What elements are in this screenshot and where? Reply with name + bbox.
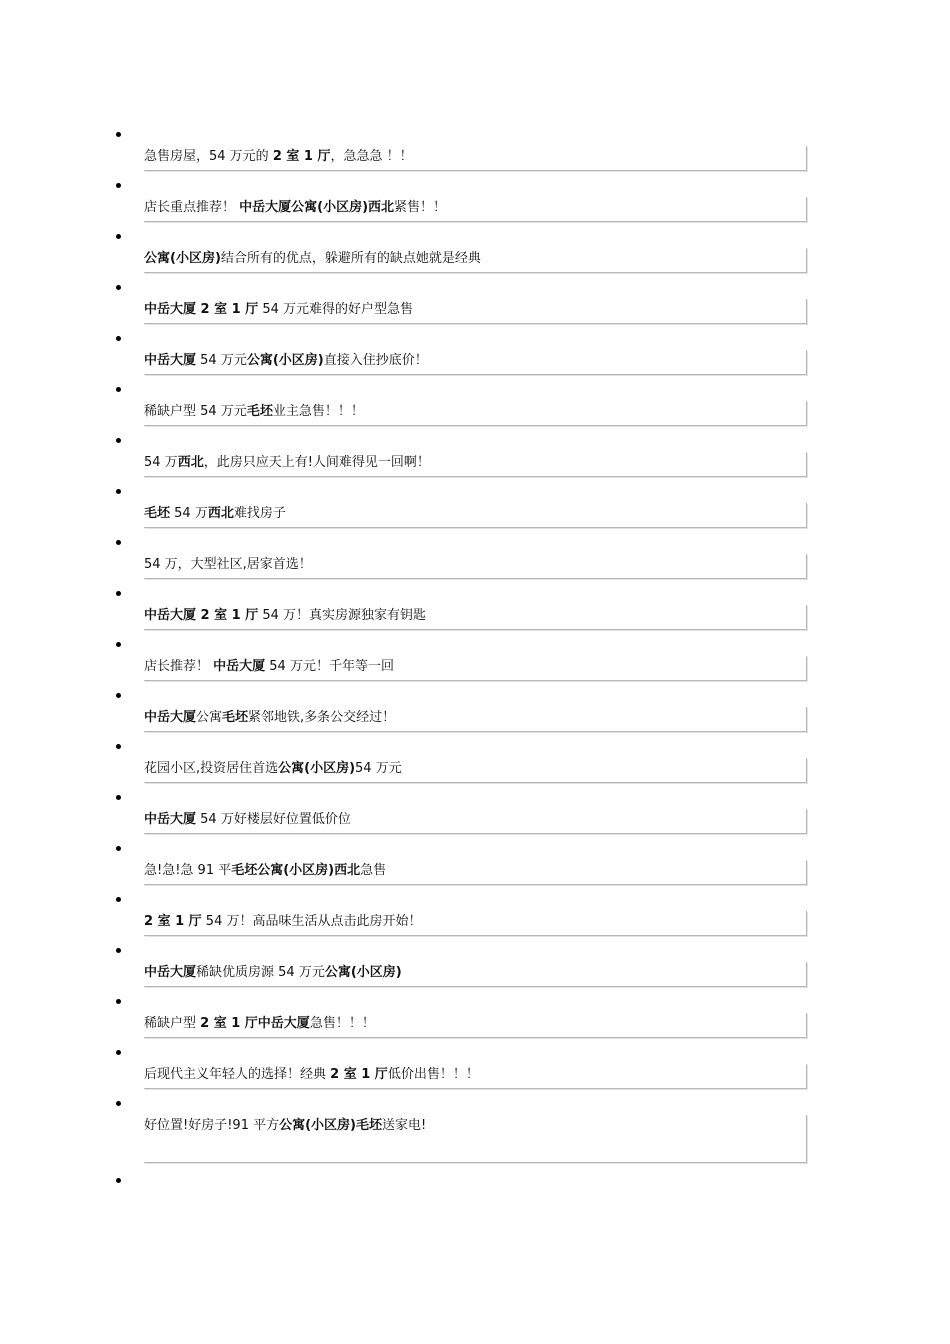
listing-title-text: 花园小区,投资居住首选 [144,761,279,776]
listing-title[interactable] [144,965,402,981]
list-bullet [116,999,121,1004]
list-bullet [116,693,121,698]
listing-title-bold: 毛坯 [246,404,273,419]
list-item [0,948,950,999]
listing-title[interactable] [144,863,386,879]
listing-row[interactable] [144,605,807,630]
list-item [0,132,950,183]
list-bullet [116,438,121,443]
listing-title-bold: 中岳大厦 [144,710,197,725]
listing-row[interactable] [144,197,807,222]
list-item [0,897,950,948]
listing-title-text: 店长重点推荐！ [144,200,240,215]
list-bullet [116,183,121,188]
listing-title-text: 急!急!急 91 平 [144,863,232,878]
listing-title[interactable] [144,302,413,318]
listing-title[interactable] [144,149,413,165]
list-item [0,285,950,336]
listing-title-text: 稀缺户型 54 万元 [144,404,247,419]
list-bullet [116,1050,121,1055]
list-bullet [116,591,121,596]
listing-row[interactable] [144,1064,807,1089]
listing-title-bold: 公寓(小区房)毛坯 [279,1118,382,1133]
listing-row[interactable] [144,401,807,426]
listing-title-text: 好位置!好房子!91 平方 [144,1118,280,1133]
listing-title-text: 54 万好楼层好位置低价位 [196,812,351,827]
list-item [0,234,950,285]
list-item [0,540,950,591]
listing-title[interactable] [144,608,426,624]
listing-title-text: ，急急急 ！！ [330,149,413,164]
listing-title[interactable] [144,251,481,267]
list-bullet [116,336,121,341]
listing-title-bold: 中岳大厦公寓(小区房)西北 [239,200,395,215]
listing-title[interactable] [144,914,421,930]
listing-title[interactable] [144,455,430,471]
list-bullet [116,285,121,290]
listing-title-bold: 2 室 1 厅 [330,1067,388,1082]
listing-row[interactable] [144,962,807,987]
listing-row[interactable] [144,350,807,375]
listing-title-bold: 毛坯公寓(小区房)西北 [231,863,361,878]
listing-row[interactable] [144,452,807,477]
list-bullet [116,897,121,902]
listing-title-bold: 西北 [207,506,234,521]
listing-title-text: ，此房只应天上有!人间难得见一回啊！ [203,455,430,470]
listing-row[interactable] [144,809,807,834]
listing-title-bold: 2 室 1 厅 [144,914,202,929]
listing-title[interactable] [144,710,395,726]
listing-title-bold: 公寓(小区房) [324,965,402,980]
list-item [0,693,950,744]
list-item [0,591,950,642]
listing-row[interactable] [144,146,807,171]
list-item [0,489,950,540]
listing-title-text: 店长推荐！ [144,659,214,674]
list-bullet [116,1101,121,1106]
listing-title-bold: 毛坯 [222,710,249,725]
listing-row[interactable] [144,248,807,273]
listing-title[interactable] [144,1067,479,1083]
list-item [0,795,950,846]
listing-title[interactable] [144,353,428,369]
listing-title-text: 54 万元难得的好户型急售 [258,302,414,317]
listing-title-text: 难找房子 [233,506,286,521]
list-item [0,387,950,438]
list-bullet [116,846,121,851]
listing-title-text: 54 万！高品味生活从点击此房开始！ [201,914,422,929]
listing-title-bold: 2 室 1 厅 [272,149,331,164]
listing-title-text: 低价出售！！！ [387,1067,479,1082]
listing-row[interactable] [144,860,807,885]
list-item [0,1101,950,1152]
listing-title-text: 送家电! [382,1118,427,1133]
listing-title-text: 紧售！！ [394,200,447,215]
listing-title[interactable] [144,1118,426,1134]
listing-title-text: 54 万！真实房源独家有钥匙 [258,608,427,623]
listing-title-text: 54 万 [170,506,208,521]
listing-title-bold: 西北 [177,455,204,470]
listing-title-text: 急售 [360,863,387,878]
listing-title-bold: 中岳大厦 2 室 1 厅 [144,608,259,623]
list-item [0,744,950,795]
list-item [0,642,950,693]
listing-row[interactable] [144,503,807,528]
listing-title-text: 公寓 [196,710,223,725]
list-bullet-trailing [116,1178,121,1183]
list-item [0,336,950,387]
listing-row[interactable] [144,1115,807,1163]
listing-title[interactable] [144,404,364,420]
listing-title-text: 54 万元！千年等一回 [265,659,394,674]
listing-title[interactable] [144,761,402,777]
listing-row[interactable] [144,758,807,783]
list-bullet [116,387,121,392]
listing-row[interactable] [144,911,807,936]
list-item [0,846,950,897]
listing-row[interactable] [144,656,807,681]
listing-title-bold: 中岳大厦 [144,812,197,827]
listing-title-bold: 中岳大厦 [213,659,266,674]
listing-title-text: 急售房屋，54 万元的 [144,149,273,164]
listing-title-text: 54 万元 [355,761,402,776]
list-item [0,438,950,489]
listing-title[interactable] [144,659,394,675]
listing-title-bold: 中岳大厦 [144,353,197,368]
listing-title-text: 直接入住抄底价！ [323,353,428,368]
listing-title-text: 54 万元 [196,353,247,368]
listing-title-bold: 中岳大厦 2 室 1 厅 [144,302,259,317]
list-bullet [116,132,121,137]
listing-title[interactable] [144,812,351,828]
listing-row[interactable] [144,1013,807,1038]
listing-row[interactable] [144,707,807,732]
listing-title[interactable] [144,1016,375,1032]
listing-title-bold: 公寓(小区房) [144,251,221,266]
listing-title[interactable] [144,200,446,216]
listing-title-bold: 2 室 1 厅中岳大厦 [200,1016,310,1031]
listing-title-bold: 中岳大厦 [144,965,197,980]
list-bullet [116,642,121,647]
listing-title-text: 急售！！！ [309,1016,375,1031]
list-item [0,1050,950,1101]
listing-title-text: 业主急售！！！ [272,404,364,419]
listing-title-text: 54 万 [144,455,178,470]
list-bullet [116,948,121,953]
list-bullet [116,234,121,239]
list-item [0,999,950,1050]
listing-title-text: 后现代主义年轻人的选择！经典 [144,1067,331,1082]
list-item [0,183,950,234]
list-bullet [116,540,121,545]
listing-row[interactable] [144,554,807,579]
listing-row[interactable] [144,299,807,324]
listing-title[interactable] [144,506,286,522]
listing-title[interactable] [144,557,312,573]
list-bullet [116,489,121,494]
listing-title-bold: 公寓(小区房) [246,353,324,368]
list-bullet [116,744,121,749]
listing-title-bold: 毛坯 [144,506,171,521]
listing-title-text: 54 万，大型社区,居家首选！ [144,557,312,572]
listing-title-text: 稀缺户型 [144,1016,201,1031]
listing-title-text: 结合所有的优点，躲避所有的缺点她就是经典 [220,251,481,266]
listing-title-text: 稀缺优质房源 54 万元 [196,965,325,980]
listing-title-text: 紧邻地铁,多条公交经过！ [248,710,396,725]
list-bullet [116,795,121,800]
listing-title-bold: 公寓(小区房) [278,761,356,776]
